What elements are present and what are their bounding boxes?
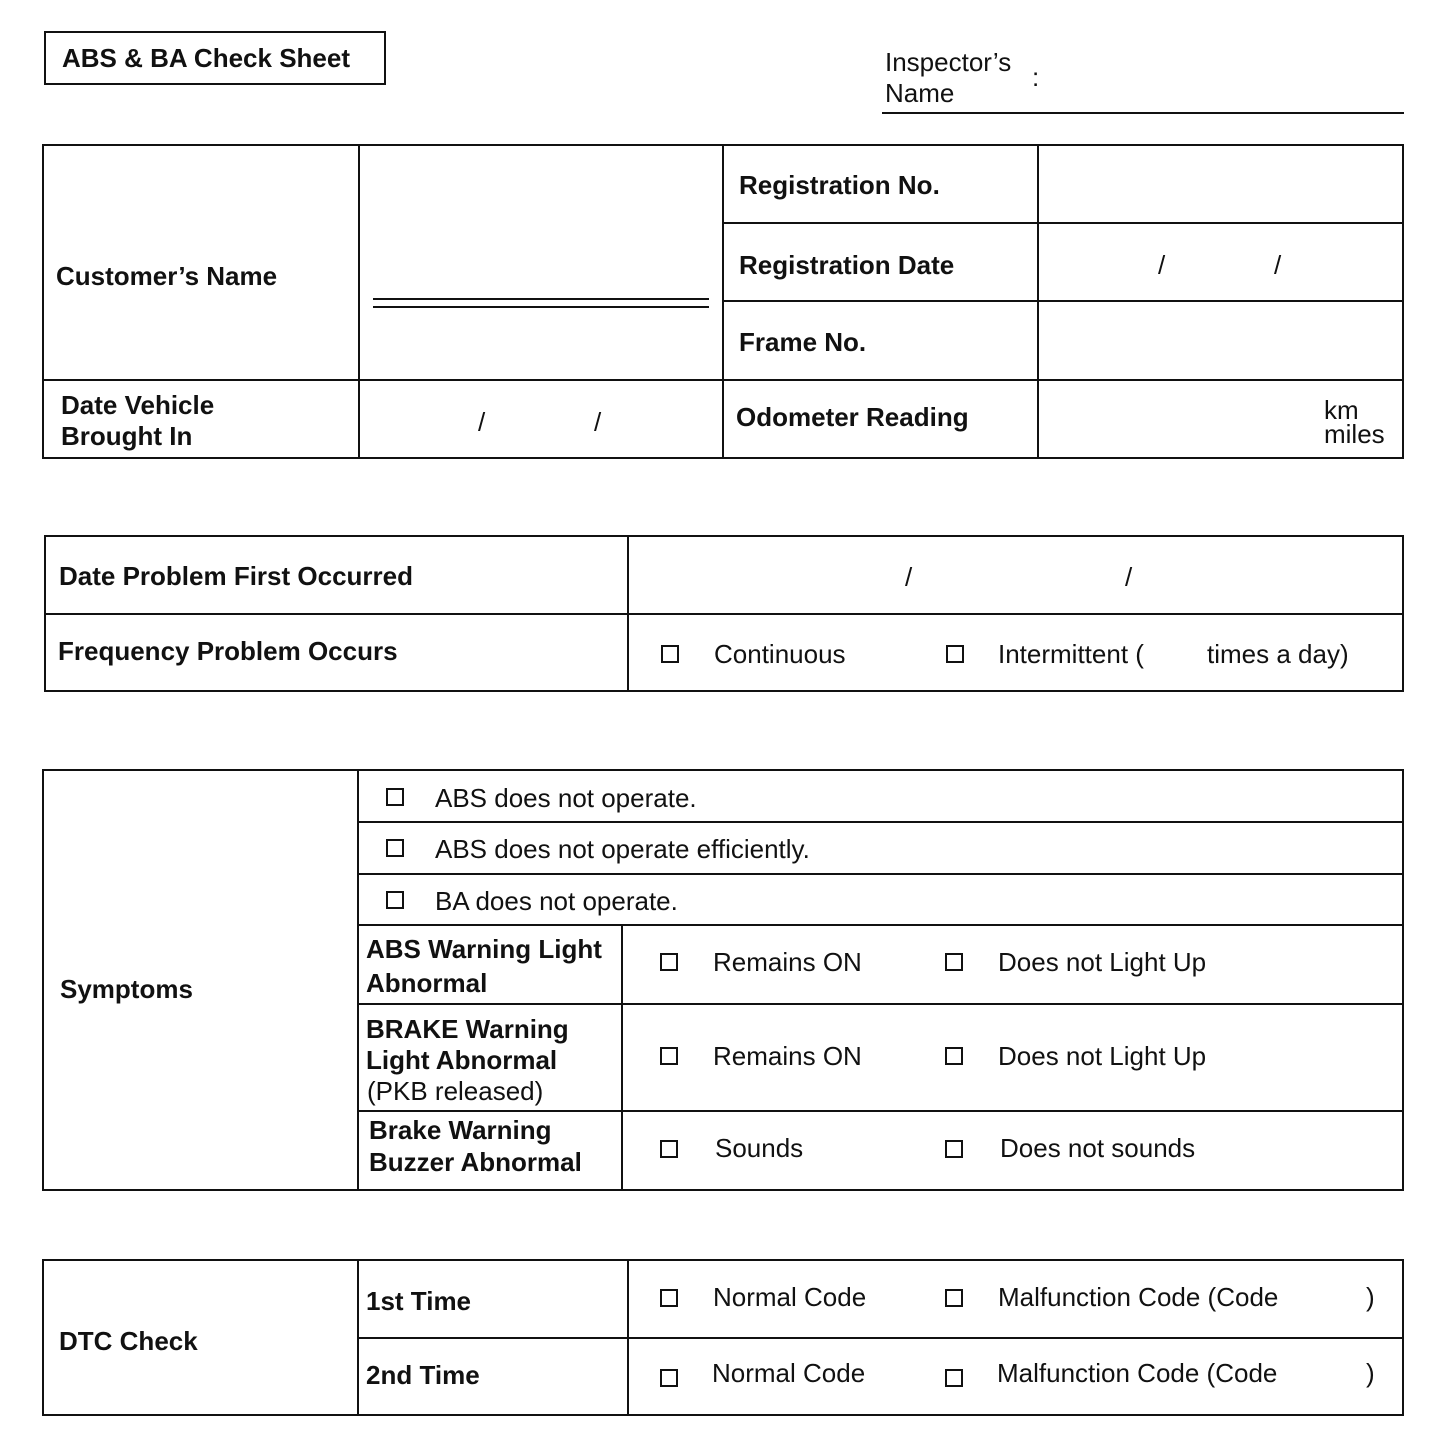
symptom-checkbox[interactable] [386, 891, 404, 909]
dtc-first-malfunction-checkbox[interactable] [945, 1289, 963, 1307]
dtc-second-malfunction-checkbox[interactable] [945, 1369, 963, 1387]
times-a-day-label: times a day) [1207, 639, 1349, 669]
date-separator: / [1158, 250, 1166, 280]
intermittent-label: Intermittent ( [998, 639, 1144, 669]
symptom-checkbox[interactable] [386, 839, 404, 857]
abs-light-label-line2: Abnormal [366, 968, 488, 998]
dtc-check-label: DTC Check [59, 1326, 198, 1356]
buzzer-not-sounds-label: Does not sounds [1000, 1133, 1196, 1163]
date-separator: / [478, 407, 486, 437]
dtc-first-normal-label: Normal Code [713, 1282, 867, 1312]
dtc-first-malfunction-label: Malfunction Code (Code [998, 1282, 1279, 1312]
dtc-second-malfunction-label: Malfunction Code (Code [997, 1358, 1278, 1388]
date-separator: / [1125, 562, 1133, 592]
continuous-checkbox[interactable] [661, 645, 679, 663]
abs-not-light-checkbox[interactable] [945, 953, 963, 971]
date-separator: / [1274, 250, 1282, 280]
page-title: ABS & BA Check Sheet [62, 43, 350, 73]
registration-no-label: Registration No. [739, 170, 940, 200]
date-separator: / [905, 562, 913, 592]
buzzer-sounds-label: Sounds [715, 1133, 804, 1163]
abs-light-label-line1: ABS Warning Light [366, 934, 602, 964]
close-paren: ) [1366, 1358, 1375, 1388]
buzzer-label-line1: Brake Warning [369, 1115, 552, 1145]
brake-light-label-line2: Light Abnormal [366, 1045, 558, 1075]
inspector-label-line1: Inspector’s [885, 47, 1012, 77]
brake-not-light-label: Does not Light Up [998, 1041, 1207, 1071]
close-paren: ) [1366, 1282, 1375, 1312]
symptom-abs-not-efficient: ABS does not operate efficiently. [435, 834, 810, 864]
dtc-second-code-field[interactable] [1303, 1358, 1363, 1392]
inspector-colon: : [1032, 62, 1040, 92]
brake-remains-on-checkbox[interactable] [660, 1047, 678, 1065]
registration-date-field[interactable] [1041, 226, 1399, 298]
date-brought-in-label-line1: Date Vehicle [61, 390, 215, 420]
abs-remains-on-checkbox[interactable] [660, 953, 678, 971]
brake-not-light-checkbox[interactable] [945, 1047, 963, 1065]
frequency-label: Frequency Problem Occurs [58, 636, 398, 666]
customer-name-label: Customer’s Name [56, 261, 278, 291]
frame-no-field[interactable] [1041, 304, 1399, 376]
brake-remains-on-label: Remains ON [713, 1041, 862, 1071]
frame-no-label: Frame No. [739, 327, 867, 357]
date-brought-in-field[interactable] [362, 383, 720, 455]
symptom-abs-not-operate: ABS does not operate. [435, 783, 697, 813]
brake-light-label-line3: (PKB released) [367, 1076, 544, 1106]
date-first-occurred-field[interactable] [631, 539, 1401, 611]
registration-no-field[interactable] [1041, 148, 1399, 220]
symptoms-table [42, 769, 1404, 1191]
odometer-unit-km: km [1324, 395, 1359, 425]
symptom-ba-not-operate: BA does not operate. [435, 886, 678, 916]
odometer-field[interactable] [1041, 383, 1311, 455]
buzzer-label-line2: Buzzer Abnormal [369, 1147, 582, 1177]
date-separator: / [594, 407, 602, 437]
symptom-checkbox[interactable] [386, 788, 404, 806]
date-brought-in-label-line2: Brought In [61, 421, 193, 451]
dtc-first-normal-checkbox[interactable] [660, 1289, 678, 1307]
buzzer-not-sounds-checkbox[interactable] [945, 1140, 963, 1158]
customer-name-field[interactable] [373, 298, 709, 308]
symptoms-label: Symptoms [60, 974, 193, 1004]
times-per-day-field[interactable] [1160, 636, 1202, 670]
odometer-unit-miles: miles [1324, 419, 1385, 449]
odometer-label: Odometer Reading [736, 402, 969, 432]
brake-light-label-line1: BRAKE Warning [366, 1014, 569, 1044]
continuous-label: Continuous [714, 639, 846, 669]
abs-remains-on-label: Remains ON [713, 947, 862, 977]
inspector-name-field[interactable] [882, 112, 1404, 114]
abs-not-light-label: Does not Light Up [998, 947, 1207, 977]
dtc-second-normal-checkbox[interactable] [660, 1369, 678, 1387]
intermittent-checkbox[interactable] [946, 645, 964, 663]
dtc-first-time-label: 1st Time [366, 1286, 472, 1316]
dtc-second-normal-label: Normal Code [712, 1358, 866, 1388]
inspector-label-line2: Name [885, 78, 955, 108]
date-first-occurred-label: Date Problem First Occurred [59, 561, 413, 591]
dtc-first-code-field[interactable] [1303, 1282, 1363, 1316]
buzzer-sounds-checkbox[interactable] [660, 1140, 678, 1158]
registration-date-label: Registration Date [739, 250, 955, 280]
dtc-second-time-label: 2nd Time [366, 1360, 480, 1390]
